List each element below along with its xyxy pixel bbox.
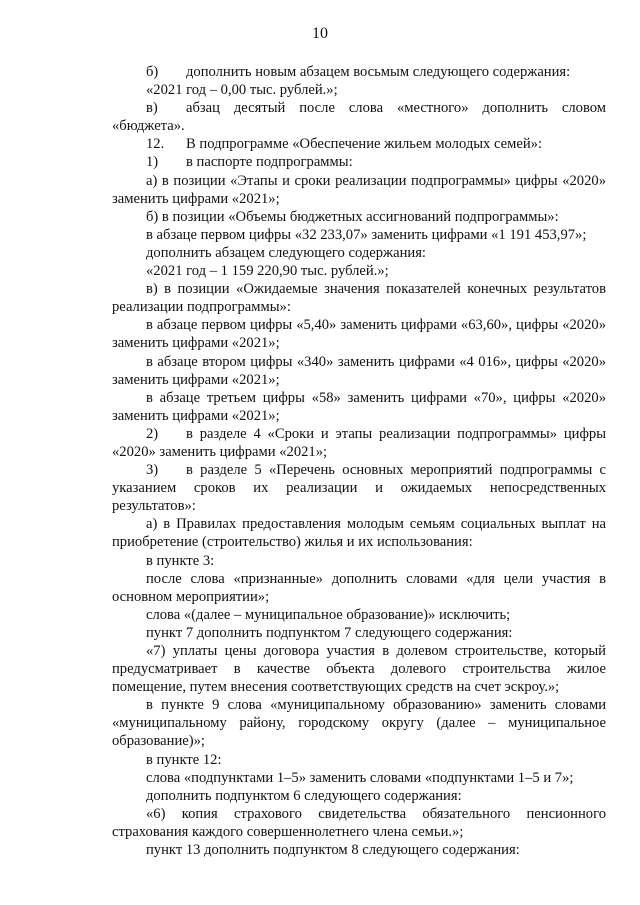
list-marker: 3) [146,462,159,479]
paragraph [112,624,606,642]
paragraph-text: в пункте 9 слова «муниципальному образованию» заменить словами «муниципальному району, городскому округу (далее – муниципальное образование)»; [112,697,606,750]
paragraph-text: пункт 13 дополнить подпунктом 8 следующего содержания: [146,842,520,859]
paragraph [112,244,606,262]
paragraph-text: слова «(далее – муниципальное образование)» исключить; [146,606,511,623]
paragraph-text: в разделе 4 «Сроки и этапы реализации подпрограммы» цифры «2020» заменить цифрами «2021»; [112,425,606,460]
paragraph-text: в) в позиции «Ожидаемые значения показателей конечных результатов реализации подпрограммы»: [112,281,606,316]
paragraph [112,262,606,280]
paragraph-text: «6) копия страхового свидетельства обязательного пенсионного страхования каждого совершеннолетнего члена семьи.»; [112,805,606,840]
paragraph-text: в разделе 5 «Перечень основных мероприятий подпрограммы с указанием сроков их реализации и ожидаемых непосредственных результатов»: [112,462,606,515]
paragraph [112,606,606,624]
list-marker: 2) [146,425,159,442]
document-body [112,63,606,859]
paragraph [112,570,606,606]
paragraph-text: дополнить новым абзацем восьмым следующего содержания: [186,64,571,80]
list-marker: б) [146,64,159,80]
paragraph [112,208,606,226]
paragraph-text: в пункте 12: [146,751,222,768]
paragraph-text: б) в позиции «Объемы бюджетных ассигнований подпрограммы»: [146,208,559,225]
paragraph-text: «2021 год – 0,00 тыс. рублей.»; [146,82,338,99]
paragraph-text: дополнить абзацем следующего содержания: [146,244,426,261]
paragraph-text: после слова «признанные» дополнить словами «для цели участия в основном мероприятии»; [112,570,606,605]
paragraph-text: в пункте 3: [146,552,215,569]
paragraph [112,461,606,515]
paragraph-text: дополнить подпунктом 6 следующего содержания: [146,787,462,804]
paragraph [112,99,606,135]
paragraph [112,226,606,244]
paragraph-text: пункт 7 дополнить подпунктом 7 следующего содержания: [146,624,513,641]
paragraph-text: слова «подпунктами 1–5» заменить словами «подпунктами 1–5 и 7»; [146,769,574,786]
paragraph-text: в абзаце третьем цифры «58» заменить цифрами «70», цифры «2020» заменить цифрами «2021»; [112,389,606,424]
list-marker: 1) [146,154,159,171]
paragraph-text: «7) уплаты цены договора участия в долевом строительстве, который предусматривает в качестве объекта долевого строительства жилое помещение, путем внесения соответствующих средств на счет эскроу.»; [112,643,606,696]
paragraph [112,696,606,750]
paragraph [112,751,606,769]
paragraph [112,172,606,208]
paragraph [112,135,606,153]
paragraph-text: а) в Правилах предоставления молодым семьям социальных выплат на приобретение (строительство) жилья и их использования: [112,516,606,551]
paragraph [112,552,606,570]
paragraph [112,769,606,787]
paragraph-text: в абзаце первом цифры «5,40» заменить цифрами «63,60», цифры «2020» заменить цифрами «2021»; [112,317,606,352]
paragraph-text: «2021 год – 1 159 220,90 тыс. рублей.»; [146,263,389,280]
paragraph [112,425,606,461]
paragraph [112,841,606,859]
paragraph [112,389,606,425]
paragraph-text: абзац десятый после слова «местного» дополнить словом «бюджета». [112,100,606,135]
paragraph-text: а) в позиции «Этапы и сроки реализации подпрограммы» цифры «2020» заменить цифрами «2021»; [112,172,606,207]
list-marker: в) [146,100,158,117]
paragraph [112,787,606,805]
page-number: 10 [312,25,328,42]
paragraph [112,805,606,841]
paragraph-text: в абзаце первом цифры «32 233,07» заменить цифрами «1 191 453,97»; [146,226,587,243]
paragraph [112,353,606,389]
paragraph [112,81,606,99]
paragraph [112,642,606,696]
paragraph [112,63,606,81]
paragraph [112,153,606,171]
list-marker: 12. [146,136,165,153]
paragraph-text: в абзаце втором цифры «340» заменить цифрами «4 016», цифры «2020» заменить цифрами «2021»; [112,353,606,388]
paragraph [112,515,606,551]
paragraph [112,316,606,352]
paragraph-text: в паспорте подпрограммы: [186,154,353,171]
paragraph [112,280,606,316]
paragraph-text: В подпрограмме «Обеспечение жильем молодых семей»: [186,136,543,153]
